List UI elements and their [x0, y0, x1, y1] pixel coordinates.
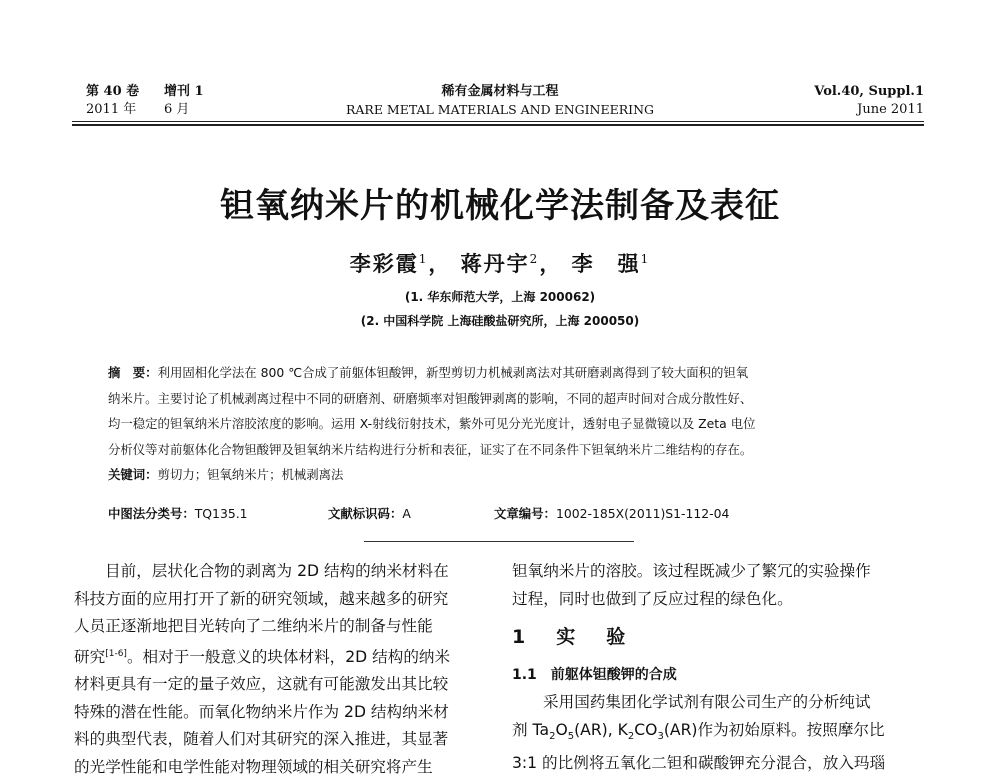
keywords-line [108, 462, 920, 488]
abstract-text: 利用固相化学法在 800 ℃合成了前躯体钽酸钾，新型剪切力机械剥离法对其研磨剥离得到了较大面积的钽氧 [157, 365, 749, 380]
author-affiliation-mark: 1 [640, 252, 651, 266]
author-affiliation-mark: 1 [418, 252, 429, 266]
body-left-column [74, 558, 482, 781]
body-line: 3:1 的比例将五氧化二钽和碳酸钾充分混合，放入玛瑙 [512, 754, 886, 773]
header-volume: 第 40 卷 [86, 84, 140, 99]
author-affiliation-mark: 2 [529, 252, 540, 266]
subscript: 2 [549, 730, 556, 742]
abstract-line: 分析仪等对前躯体化合物钽酸钾及钽氧纳米片结构进行分析和表征，证实了在不同条件下钽氧纳米片二维结构的存在。 [108, 441, 753, 457]
art-label: 文章编号： [494, 506, 556, 521]
journal-title-cn: 稀有金属材料与工程 [441, 84, 559, 99]
document-code [328, 504, 411, 522]
author-list [0, 248, 1000, 278]
affiliation-2: (2. 中国科学院 上海硅酸盐研究所，上海 200050) [360, 314, 640, 328]
paper-title: 钽氧纳米片的机械化学法制备及表征 [220, 186, 780, 226]
body-text: 研究 [74, 647, 106, 666]
body-right-column [512, 558, 920, 778]
body-line: 的光学性能和电学性能对物理领域的相关研究将产生 [74, 757, 433, 776]
author-separator: ， [428, 251, 452, 276]
body-text: (AR), K [574, 720, 628, 739]
author-name: 蒋丹宇 [460, 251, 530, 276]
body-line: 采用国药集团化学试剂有限公司生产的分析纯试 [543, 693, 871, 711]
subscript: 5 [567, 730, 575, 742]
author-separator: ， [539, 251, 563, 276]
header-rule [72, 121, 924, 122]
body-text: (AR)作为初始原料。按照摩尔比 [663, 720, 885, 739]
body-text: 剂 Ta [512, 720, 550, 739]
doc-label: 文献标识码： [328, 506, 403, 521]
abstract [108, 360, 920, 488]
body-text: 。相对于一般意义的块体材料，2D 结构的纳米 [126, 647, 451, 666]
header-rule-thick [72, 124, 924, 126]
body-line: 目前，层状化合物的剥离为 2D 结构的纳米材料在 [105, 562, 449, 580]
body-line: 材料更具有一定的量子效应，这就有可能激发出其比较 [74, 675, 449, 694]
body-text: O [555, 720, 568, 739]
art-value: 1002-185X(2011)S1-112-04 [555, 506, 730, 521]
body-line: 人员正逐渐地把目光转向了二维纳米片的制备与性能 [74, 617, 433, 635]
abstract-line: 均一稳定的钽氧纳米片溶胶浓度的影响。运用 X-射线衍射技术，紫外可见分光光度计，透射电子显微镜以及 Zeta 电位 [108, 416, 756, 432]
body-text: CO [634, 720, 658, 739]
doc-value: A [402, 506, 411, 521]
header-month: 6 月 [164, 102, 190, 117]
body-line: 料的典型代表，随着人们对其研究的深入推进，其显著 [74, 730, 449, 749]
header-date-en: June 2011 [857, 102, 924, 117]
journal-title-en: RARE METAL MATERIALS AND ENGINEERING [345, 102, 655, 117]
keywords-label: 关键词： [108, 467, 158, 483]
abstract-line [108, 360, 920, 386]
body-line [74, 641, 482, 672]
article-number [494, 504, 729, 522]
subscript: 2 [627, 730, 635, 742]
affiliation-1: (1. 华东师范大学，上海 200062) [404, 290, 596, 304]
body-line: 钽氧纳米片的溶胶。该过程既减少了繁冗的实验操作 [512, 562, 871, 580]
keywords: 剪切力；钽氧纳米片；机械剥离法 [157, 467, 344, 483]
header-year: 2011 年 [86, 102, 137, 117]
header-supplement: 增刊 1 [164, 84, 204, 99]
header-volume-en: Vol.40, Suppl.1 [814, 84, 924, 99]
author-name: 李彩霞 [349, 251, 419, 276]
section-heading: 1 实 验 [512, 626, 632, 648]
body-line: 过程，同时也做到了反应过程的绿色化。 [512, 589, 793, 608]
citation: [1-6] [105, 648, 127, 659]
author-name: 李 强 [571, 251, 641, 276]
clc-number [108, 504, 248, 522]
abstract-divider [364, 541, 634, 542]
clc-label: 中图法分类号： [108, 506, 195, 521]
subscript: 3 [657, 730, 664, 742]
abstract-label: 摘 要： [108, 365, 158, 380]
abstract-line: 纳米片。主要讨论了机械剥离过程中不同的研磨剂、研磨频率对钽酸钾剥离的影响，不同的超声时间对合成分散性好、 [108, 390, 753, 406]
body-line: 科技方面的应用打开了新的研究领域，越来越多的研究 [74, 589, 449, 608]
clc-value: TQ135.1 [194, 506, 248, 521]
body-line [512, 717, 920, 751]
body-line: 特殊的潜在性能。而氧化物纳米片作为 2D 结构纳米材 [74, 702, 449, 721]
subsection-heading: 1.1 前躯体钽酸钾的合成 [512, 666, 677, 683]
